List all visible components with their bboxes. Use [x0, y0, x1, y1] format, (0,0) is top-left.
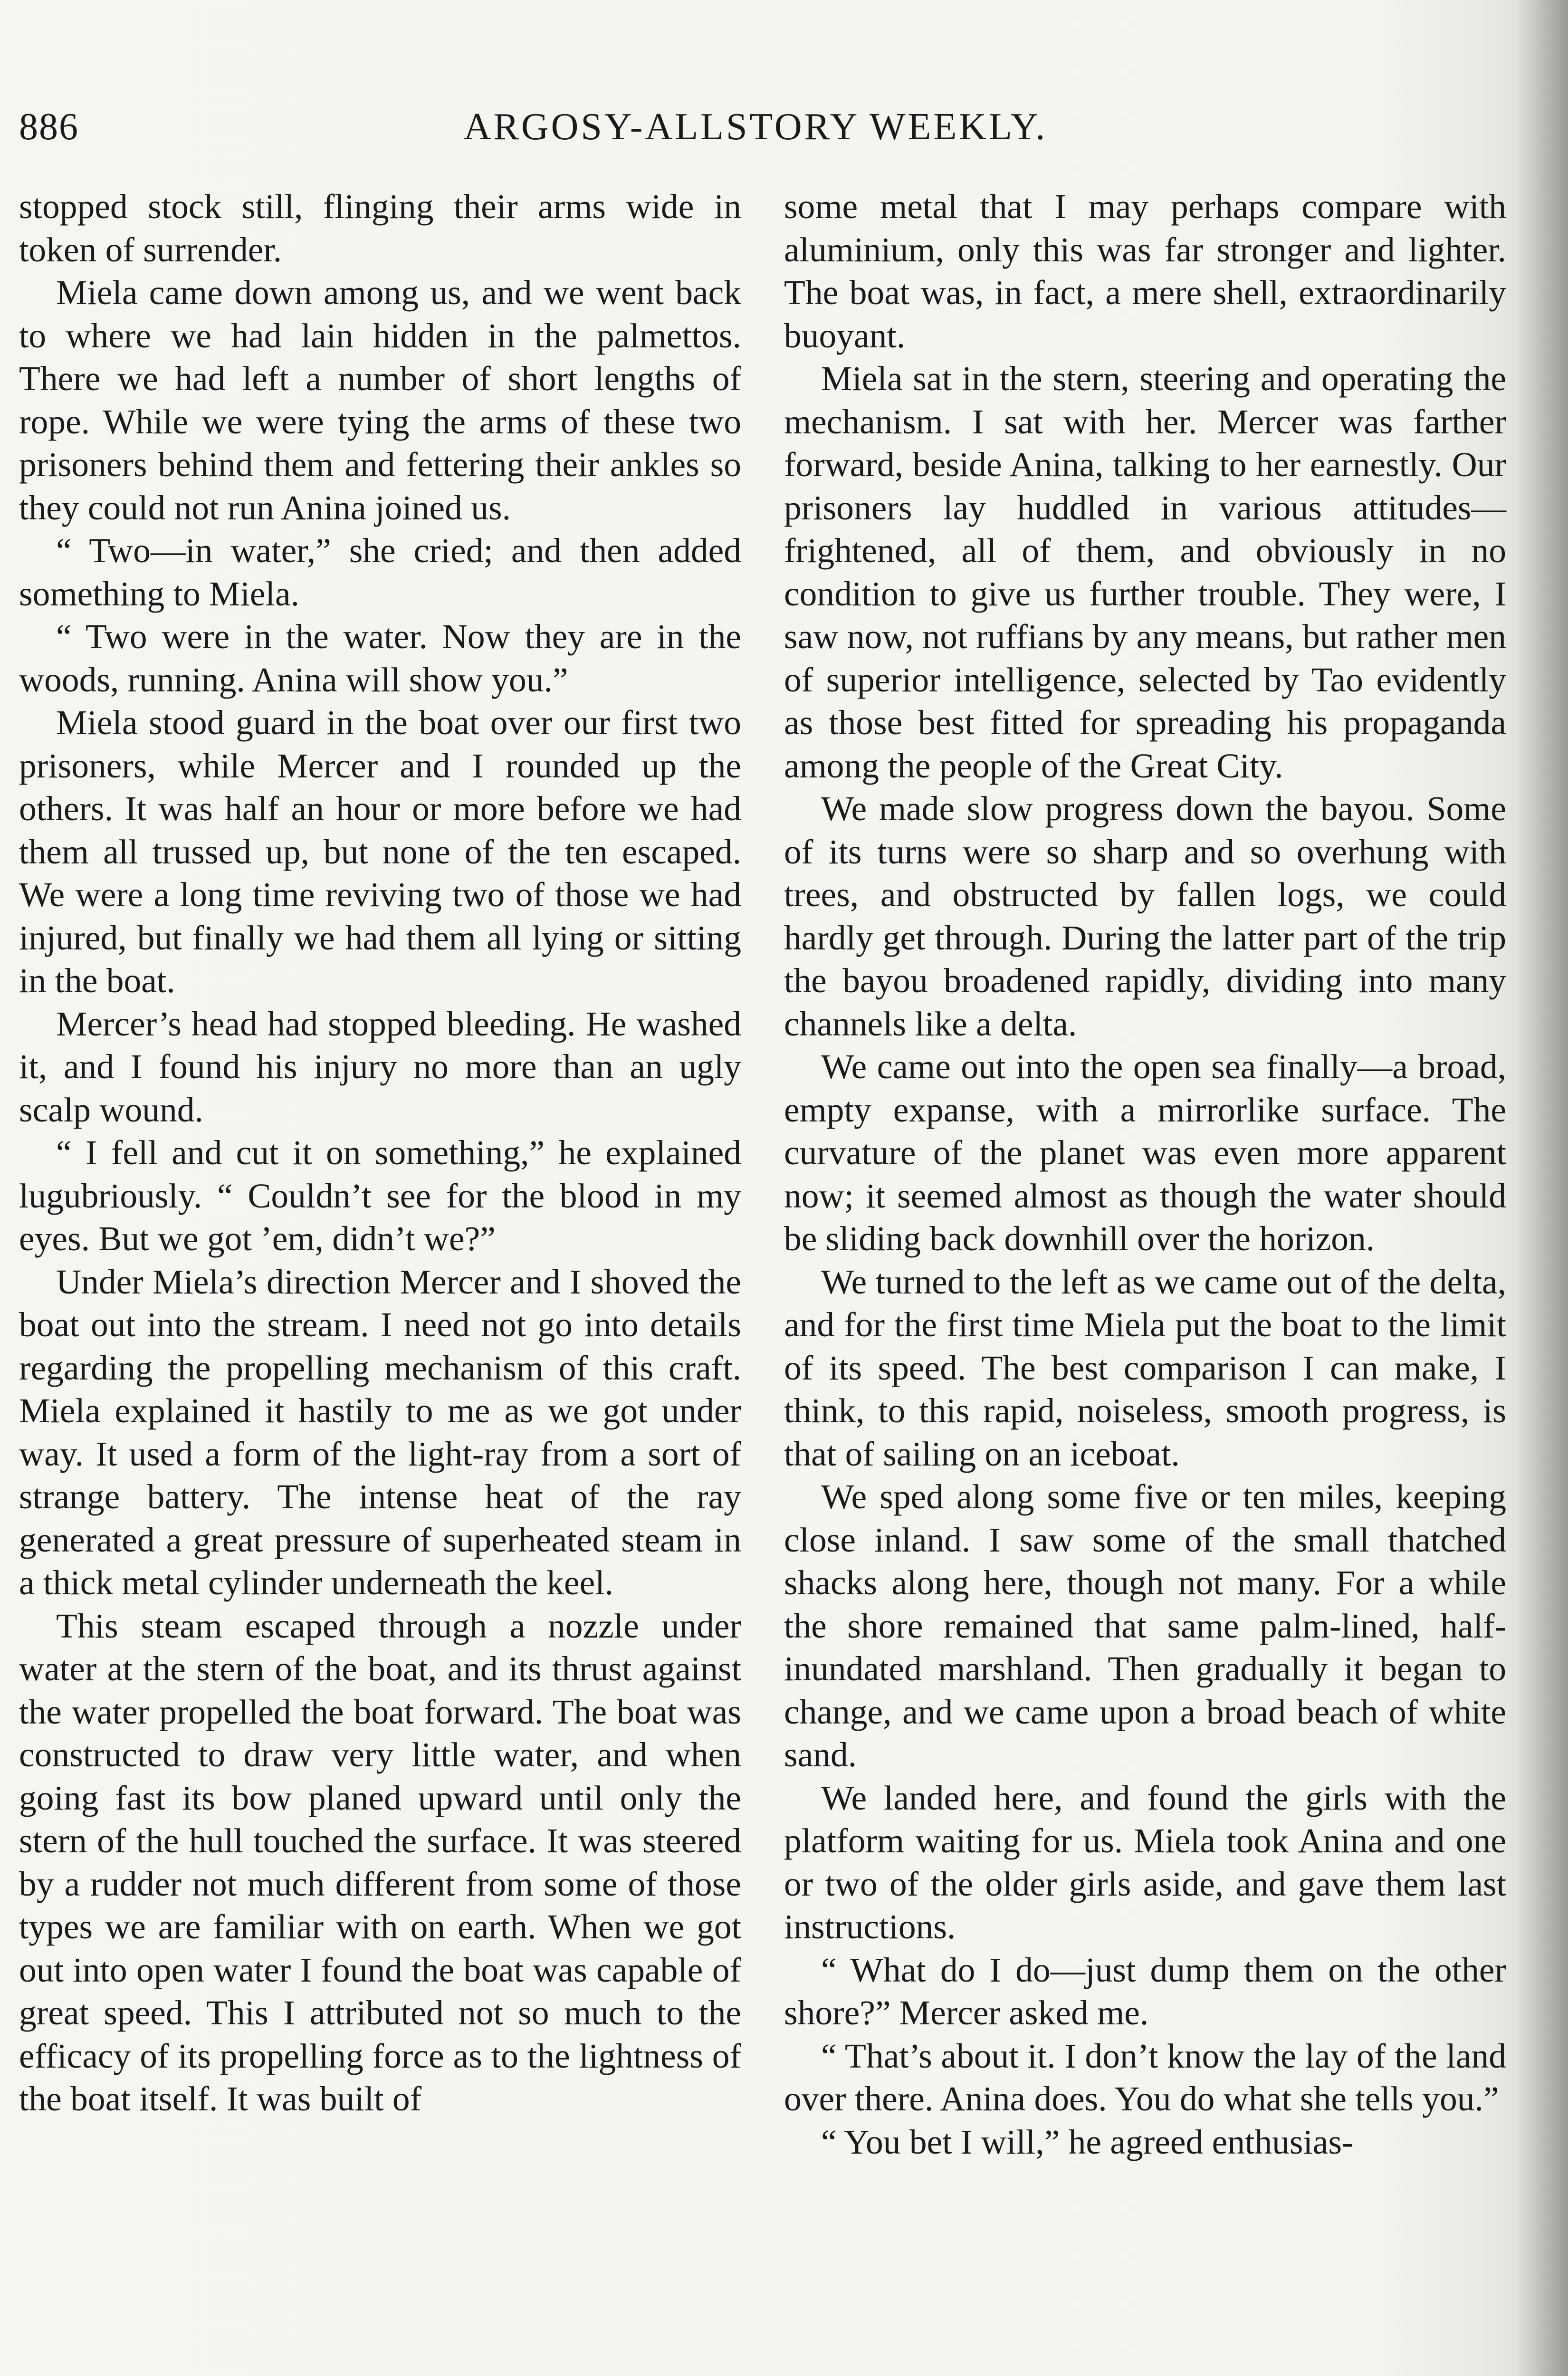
- paragraph: We turned to the left as we came out of the delta, and for the first time Miela put the boat to the limit of its speed. The best comparison I can make, I think, to this rapid, noiseless, smooth progress, is that of sailing on an iceboat.: [784, 1262, 1506, 1473]
- paragraph: We landed here, and found the girls with the platform waiting for us. Miela took Anina and one or two of the older girls aside, and gave them last instructions.: [784, 1778, 1506, 1946]
- paragraph: stopped stock still, flinging their arms wide in token of surrender.: [19, 187, 741, 269]
- paragraph: “ What do I do—just dump them on the other shore?” Mercer asked me.: [784, 1950, 1506, 2032]
- paragraph: We sped along some five or ten miles, keeping close inland. I saw some of the small thatched shacks along here, though not many. For a while the shore remained that same palm-lined, half-inundated marshland. Then gradually it began to change, and we came upon a broad beach of white sand.: [784, 1477, 1506, 1774]
- paragraph: Mercer’s head had stopped bleeding. He washed it, and I found his injury no more than an ugly scalp wound.: [19, 1004, 741, 1129]
- paragraph: Miela came down among us, and we went back to where we had lain hidden in the palmettos. There we had left a number of short lengths of rope. While we were tying the arms of these two prisoners behind them and fettering their ankles so they could not run Anina joined us.: [19, 273, 741, 527]
- paragraph: “ You bet I will,” he agreed enthusias-: [821, 2122, 1354, 2161]
- paragraph: We made slow progress down the bayou. Some of its turns were so sharp and so overhung with trees, and obstructed by fallen logs, we could hardly get through. During the latter part of the trip the bayou broadened rapidly, dividing into many channels like a delta.: [784, 789, 1506, 1043]
- paragraph: “ Two were in the water. Now they are in the woods, running. Anina will show you.”: [19, 617, 741, 699]
- left-column: [19, 185, 741, 2121]
- right-column: [784, 185, 1506, 2164]
- running-title: ARGOSY-ALLSTORY WEEKLY.: [463, 106, 1048, 148]
- paragraph: Miela sat in the stern, steering and operating the mechanism. I sat with her. Mercer was farther forward, beside Anina, talking to her earnestly. Our prisoners lay huddled in various attitudes—frightened, all of them, and obviously in no condition to give us further trouble. They were, I saw now, not ruffians by any means, but rather men of superior intelligence, selected by Tao evidently as those best fitted for spreading his propaganda among the people of the Great City.: [784, 359, 1506, 785]
- paragraph: Miela stood guard in the boat over our first two prisoners, while Mercer and I rounded up the others. It was half an hour or more before we had them all trussed up, but none of the ten escaped. We were a long time reviving two of those we had injured, but finally we had them all lying or sitting in the boat.: [19, 703, 741, 1000]
- page-number: 886: [19, 106, 79, 148]
- paragraph: “ That’s about it. I don’t know the lay of the land over there. Anina does. You do what she tells you.”: [784, 2036, 1506, 2118]
- paragraph: We came out into the open sea finally—a broad, empty expanse, with a mirrorlike surface. The curvature of the planet was even more apparent now; it seemed almost as though the water should be sliding back downhill over the horizon.: [784, 1047, 1506, 1258]
- paragraph: “ Two—in water,” she cried; and then added something to Miela.: [19, 531, 741, 613]
- page-edge-shadow: [1516, 0, 1568, 2376]
- page-header: [19, 105, 1492, 158]
- paragraph: Under Miela’s direction Mercer and I shoved the boat out into the stream. I need not go into details regarding the propelling mechanism of this craft. Miela explained it hastily to me as we got under way. It used a form of the light-ray from a sort of strange battery. The intense heat of the ray generated a great pressure of superheated steam in a thick metal cylinder underneath the keel.: [19, 1262, 741, 1602]
- paragraph: “ I fell and cut it on something,” he explained lugubriously. “ Couldn’t see for the blood in my eyes. But we got ’em, didn’t we?”: [19, 1133, 741, 1258]
- paragraph: some metal that I may perhaps compare with aluminium, only this was far stronger and lighter. The boat was, in fact, a mere shell, extraordinarily buoyant.: [784, 187, 1506, 355]
- paragraph: This steam escaped through a nozzle under water at the stern of the boat, and its thrust against the water propelled the boat forward. The boat was constructed to draw very little water, and when going fast its bow planed upward until only the stern of the hull touched the surface. It was steered by a rudder not much different from some of those types we are familiar with on earth. When we got out into open water I found the boat was capable of great speed. This I attributed not so much to the efficacy of its propelling force as to the lightness of the boat itself. It was built of: [19, 1606, 741, 2118]
